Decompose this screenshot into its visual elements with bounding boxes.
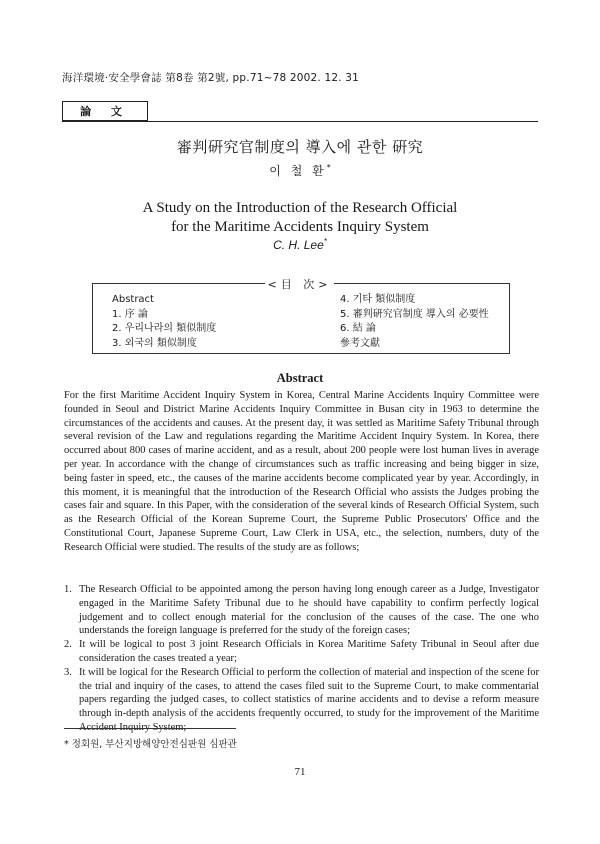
journal-header: 海洋環境·安全學會誌 第8卷 第2號, pp.71~78 2002. 12. 31 bbox=[62, 72, 360, 84]
results-list bbox=[64, 583, 539, 735]
toc-item: 4. 기타 類似制度 bbox=[340, 294, 416, 305]
toc-item: 1. 序 論 bbox=[112, 308, 148, 320]
result-item bbox=[64, 583, 539, 638]
abstract-body bbox=[64, 389, 539, 555]
page-number: 71 bbox=[294, 766, 306, 778]
title-english-line1: A Study on the Introduction of the Research Official bbox=[142, 200, 458, 216]
result-item bbox=[64, 638, 539, 666]
result-text: The Research Official to be appointed among the person having long enough career as a Judge, Investigator engaged in the Maritime Safety Tribunal due to he should have capability to confirm perfectly logical judgement and to collect enough material for the conclusion of the causes of the case. The one who understands the foreign language is preferred for the study of the foreign cases; bbox=[79, 584, 539, 637]
toc-item: 參考文獻 bbox=[340, 337, 380, 349]
toc-left-column bbox=[112, 293, 216, 351]
result-number: 3. bbox=[64, 666, 72, 678]
author-footnote: * 정회원, 부산지방해양안전심판원 심판관 bbox=[64, 739, 237, 750]
author-english-name: C. H. Lee bbox=[273, 238, 324, 252]
result-item bbox=[64, 666, 539, 735]
title-english-line2: for the Maritime Accidents Inquiry System bbox=[171, 219, 429, 235]
title-english bbox=[0, 199, 600, 237]
section-label: 論 文 bbox=[62, 101, 148, 121]
toc-label: <目 次> bbox=[267, 278, 332, 291]
title-korean: 審判硏究官制度의 導入에 관한 硏究 bbox=[176, 138, 424, 156]
author-korean bbox=[0, 162, 600, 179]
result-text: It will be logical for the Research Official to perform the collection of material and inspection of the scene for the trial and inquiry of the cases, to attend the cases filed suit to the Supreme Court, to make commentarial papers regarding the judged cases, to collect statistics of marine accidents and to devise a reform measure through in-depth analysis of the accidents frequently occurred, to study for the improvement of the Maritime bbox=[79, 666, 539, 720]
toc-item: Abstract bbox=[112, 294, 154, 305]
toc-item: 3. 외국의 類似制度 bbox=[112, 337, 197, 349]
toc-item: 2. 우리나라의 類似制度 bbox=[112, 323, 217, 334]
author-english-footnote-mark: * bbox=[323, 237, 327, 246]
toc-item: 5. 審判硏究官制度 導入의 必要性 bbox=[340, 308, 489, 320]
footnote-divider bbox=[64, 728, 236, 729]
result-text: It will be logical to post 3 joint Research Officials in Korea Maritime Safety Tribunal in Seoul after due consideration the cases treated a year; bbox=[79, 639, 539, 664]
abstract-paragraph: For the first Maritime Accident Inquiry System in Korea, Central Marine Accidents Inquiry Committee were founded in Seoul and District Marine Accidents Inquiry Committee in Busan city in 1963 to determine the circumstances of the accidents and causes. At the present day, it was settled as Maritime Safety Tribunal through several revision of the Law and regulations regarding the Maritime Accident Inquiry System. In Korea, there occurred about 800 cases of marine accident, and as a result, about 200 people were lost human lives in average per year. In accordance with the change of circumstances such as traffic increasing and being bigger in size, being faster in speed, etc., the causes of the marine accidents become complicated year by year. Accordingly, in this moment, it is meaningful that the introduction of the Research Official who assists the Judges probing the cases fair and square. In this Paper, with the consideration of the several kinds of Research Official System, such as the Research Official of the Korean Supreme Court, the Supreme Public Prosecutors' Office and the Constitutional Court, Japanese Supreme Court, Law Clerk in USA, etc., the selection, numbers, duty of the Research Official were studied. The results of the study are as follows; bbox=[64, 390, 539, 553]
author-footnote-mark: * bbox=[326, 163, 331, 172]
toc-right-column bbox=[340, 293, 489, 351]
result-number: 1. bbox=[64, 584, 72, 595]
author-english bbox=[0, 237, 600, 252]
abstract-heading: Abstract bbox=[276, 371, 324, 385]
author-korean-name: 이 철 환 bbox=[269, 164, 327, 178]
toc-item: 6. 結 論 bbox=[340, 323, 376, 334]
result-number: 2. bbox=[64, 639, 72, 651]
section-divider bbox=[62, 121, 538, 122]
